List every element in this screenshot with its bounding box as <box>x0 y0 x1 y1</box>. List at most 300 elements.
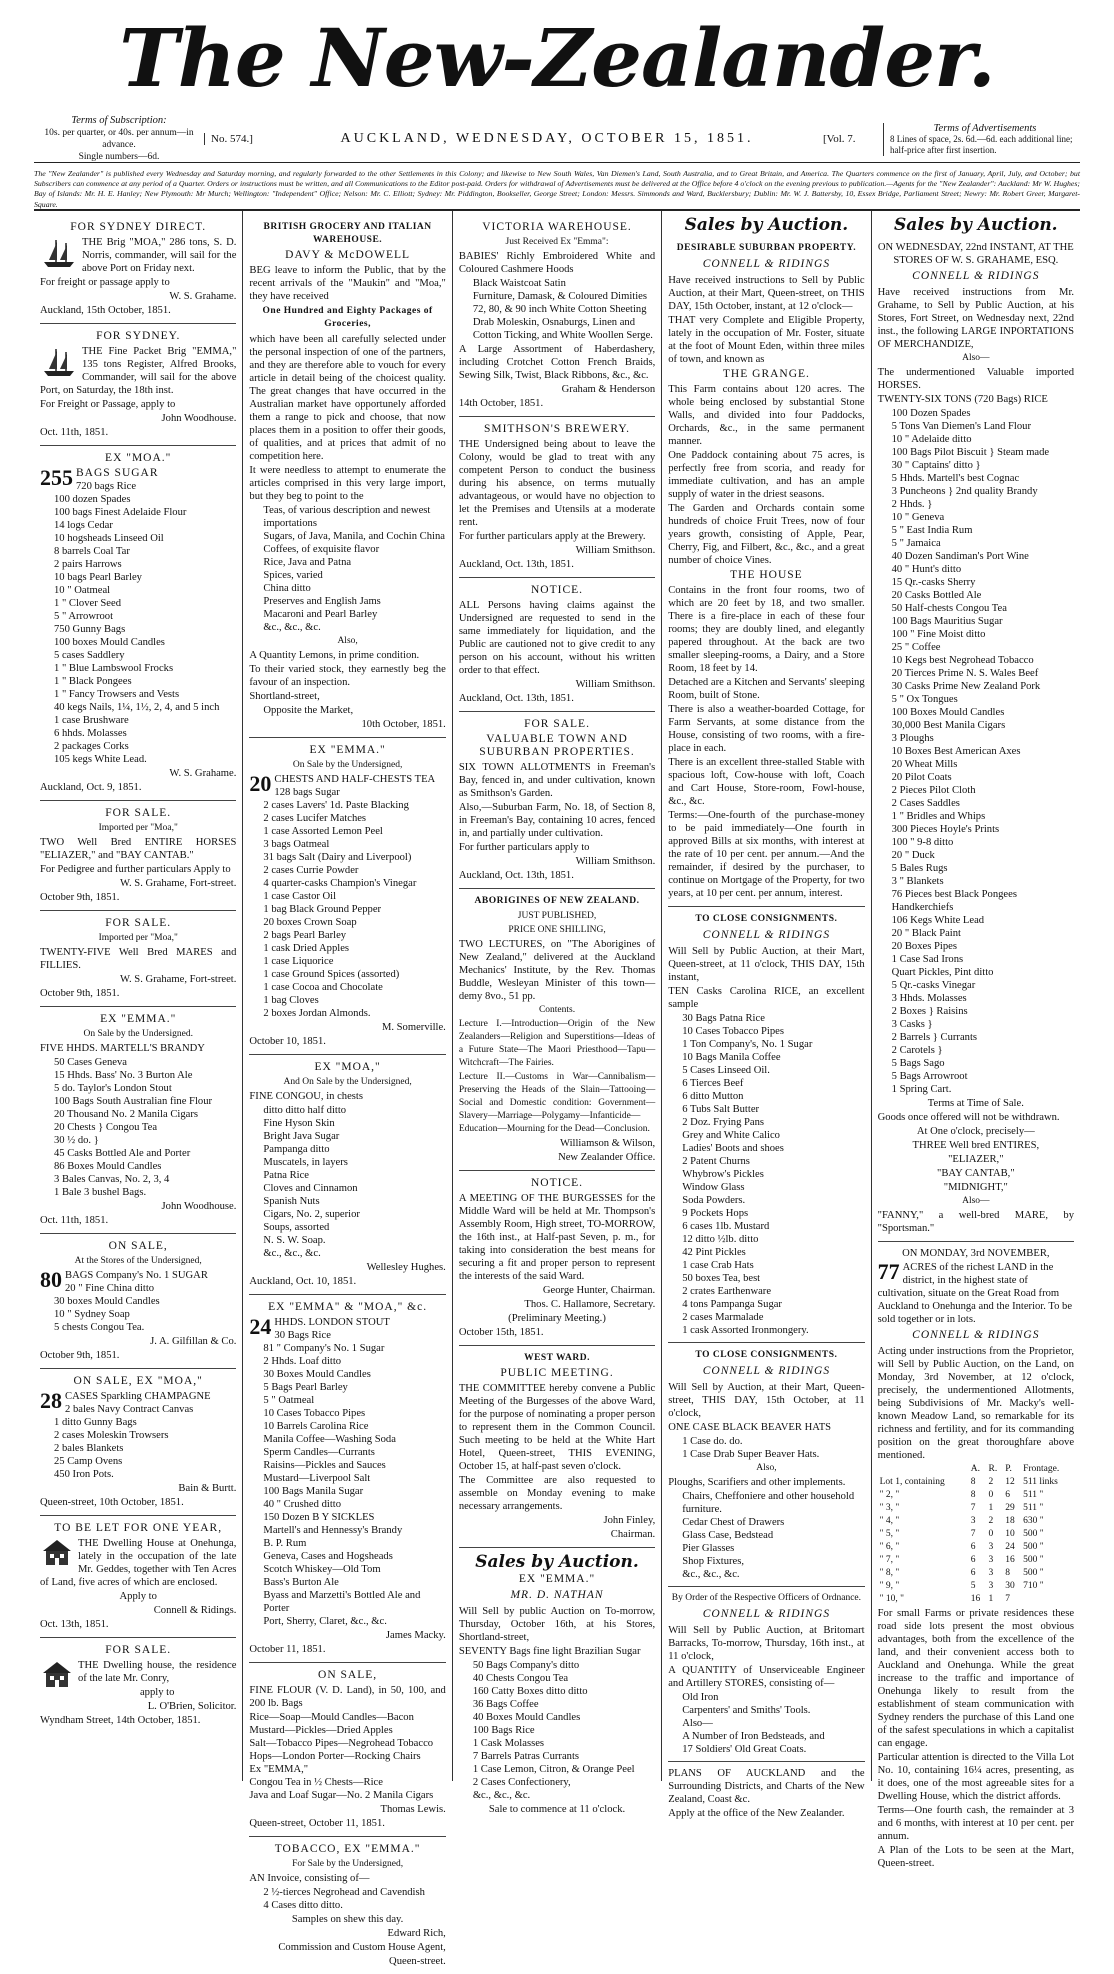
ad-terms: Terms at Time of Sale. <box>927 1098 1024 1109</box>
ad-big-number: 255 <box>40 465 73 490</box>
ad-notice-burgesses <box>459 1171 655 1346</box>
ad-body: CASES Sparkling CHAMPAGNE <box>65 1391 211 1402</box>
ad-signature: Bain & Burtt. <box>178 1483 237 1494</box>
ad-sub: Imported per "Moa," <box>98 933 178 943</box>
house-icon <box>40 1537 74 1567</box>
list-item: Also— <box>682 1718 713 1729</box>
list-item: 100 Bags Mauritius Sugar <box>891 616 1003 627</box>
list-item: 5 " Arrowroot <box>54 611 114 622</box>
ad-line: Sale to commence at 11 o'clock. <box>488 1804 626 1815</box>
ad-ex-emma <box>40 1007 236 1234</box>
list-item: 20 Thousand No. 2 Manila Cigars <box>54 1109 198 1120</box>
ad-line: For further particulars apply at the Brewery. <box>458 531 646 542</box>
list-item: 10 " Adelaide ditto <box>891 434 972 445</box>
item-list <box>249 1104 445 1260</box>
table-cell: 500 " <box>1023 1542 1044 1552</box>
table-cell <box>1021 1593 1074 1606</box>
ad-lecture: Lecture II.—Customs in War—Cannibalism—Preserving the Heads of the Slain—Tattooing—Social and Domestic condition: Government—Slavery—Marriage—Polygamy—Infanticide—Education—Mourning for the Dead—Conclusion. <box>458 1072 656 1134</box>
table-cell: Lot 1, containing <box>879 1477 945 1487</box>
table-cell: " 6, " <box>879 1542 900 1552</box>
columns <box>34 211 1080 1967</box>
list-item: 12 ditto ½lb. ditto <box>682 1234 759 1245</box>
ad-date: October 9th, 1851. <box>40 1350 120 1361</box>
ad-signature: William Smithson. <box>575 856 656 867</box>
ad-body4: A Quantity Lemons, in prime condition. <box>249 650 420 661</box>
ad-ordnance <box>668 1587 864 1762</box>
volume-number: [Vol. 7. <box>823 133 856 145</box>
ad-body2: SEVENTY Bags fine light Brazilian Sugar <box>458 1646 641 1657</box>
ad-signature: Commission and Custom House Agent, <box>278 1942 446 1953</box>
list-item: 6 Tierces Beef <box>682 1078 744 1089</box>
table-cell: " 4, " <box>879 1516 900 1526</box>
ad-sub: PRICE ONE SHILLING, <box>508 925 606 935</box>
ad-also: Also, <box>756 1463 777 1473</box>
ad-firm: CONNELL & RIDINGS <box>912 270 1040 282</box>
subscription-terms <box>34 115 204 163</box>
table-cell: " 7, " <box>879 1555 900 1565</box>
list-item: 750 Gunny Bags <box>54 624 126 635</box>
table-row <box>878 1528 1074 1541</box>
ad-to-let <box>40 1516 236 1638</box>
table-cell: 511 " <box>1023 1503 1044 1513</box>
list-item: 20 Wheat Mills <box>891 759 958 770</box>
ad-signature: George Hunter, Chairman. <box>542 1285 656 1296</box>
table-cell: 16 <box>970 1594 981 1604</box>
advertisement-terms-line1: 8 Lines of space, 2s. 6d.—6d. each additional line; <box>890 133 1073 144</box>
list-item: Scotch Whiskey—Old Tom <box>263 1564 381 1575</box>
ad-body: ACRES of the richest LAND in the district, in the highest state of cultivation, situate on the Great Road from Auckland to Onehunga and the Interior. To be sold together or in lots. <box>877 1262 1073 1325</box>
list-item: 4 Cases ditto ditto. <box>263 1900 343 1911</box>
ad-firm: CONNELL & RIDINGS <box>702 1608 831 1620</box>
list-item: Manila Coffee—Washing Soda <box>263 1434 396 1445</box>
column-3 <box>453 211 662 1815</box>
ad-close-consignments-1 <box>668 907 864 1343</box>
advertisement-terms-line2: half-price after first insertion. <box>890 144 997 155</box>
ad-body2: Also,—Suburban Farm, No. 18, of Section 8, in Freeman's Bay, containing 10 acres, fenced in, and partially under cultivation. <box>458 802 656 839</box>
list-item: 106 Kegs White Lead <box>891 915 985 926</box>
ad-body6: Contains in the front four rooms, two of which are 20 feet by 18, and two smaller. There is a fire-place in each of these four rooms; they are doubly lined, and elegantly papered throughout. At the back are two smaller sleeping-rooms, a Dairy, and a Store Room, 18 feet by 14. <box>668 585 865 674</box>
list-item: 40 kegs Nails, 1¼, 1½, 2, 4, and 5 inch <box>54 702 220 713</box>
list-item: 6 ditto Mutton <box>682 1091 744 1102</box>
list-item: 1 bag Black Ground Pepper <box>263 904 382 915</box>
table-cell: 0 <box>988 1490 994 1500</box>
list-item: 2 boxes Jordan Almonds. <box>263 1008 371 1019</box>
list-item: 50 Cases Geneva <box>54 1057 127 1068</box>
list-item: Coffees, of exquisite flavor <box>263 544 380 555</box>
table-cell: 2 <box>988 1516 994 1526</box>
ad-body2: which have been all carefully selected under the personal inspection of one of the partners, and they are therefore able to vouch for every article in detail being of the choicest quality. The great changes that have occurred in the Australian market have opportunely afforded them a range to pick and choose, that now places them in a position to offer their goods, of qualities, and at prices that admit of no competition here. <box>249 334 446 462</box>
list-item: Java and Loaf Sugar—No. 2 Manila Cigars <box>249 1790 434 1801</box>
list-item: Sugars, of Java, Manila, and Cochin China <box>263 531 445 542</box>
ad-line: Apply to <box>119 1591 157 1602</box>
list-item: 6 Tubs Salt Butter <box>682 1104 760 1115</box>
ad-body: BEG leave to inform the Public, that by the recent arrivals of the "Maukin" and "Moa," they have received <box>249 265 446 302</box>
ad-body2: A Large Assortment of Haberdashery, including Crotchet Cotton French Braids, Sewing Silk, Twist, Black Ribbons, &c., &c. <box>458 344 656 381</box>
list-item: 1 " Black Pongees <box>54 676 132 687</box>
horse-name: "ELIAZER," <box>948 1154 1004 1165</box>
list-item: Pier Glasses <box>682 1543 735 1554</box>
list-item: 40 Dozen Sandiman's Port Wine <box>891 551 1029 562</box>
ad-body: CHESTS AND HALF-CHESTS TEA <box>274 774 436 785</box>
list-item: Rice—Soap—Mould Candles—Bacon <box>249 1712 414 1723</box>
list-item: 5 Cases Linseed Oil. <box>682 1065 770 1076</box>
list-item: Furniture, Damask, & Coloured Dimities <box>472 291 647 302</box>
ad-body: TWO Well Bred ENTIRE HORSES "ELIAZER," and "BAY CANTAB." <box>40 837 237 861</box>
ad-sub: And On Sale by the Undersigned, <box>283 1077 412 1087</box>
ad-title: FOR SALE. <box>524 718 590 730</box>
list-item: Patna Rice <box>263 1170 310 1181</box>
ad-lecture: Lecture I.—Introduction—Origin of the New Zealanders—Religion and Superstitions—Ideas of a Future State—The Maori Priesthood—Tapu—Witchcraft—The Fairies. <box>458 1019 656 1068</box>
lots-col-header: P. <box>1005 1464 1012 1474</box>
list-item: 1 case Brushware <box>54 715 129 726</box>
list-item: 30 Casks Prime New Zealand Pork <box>891 681 1041 692</box>
ad-signature: J. A. Gilfillan & Co. <box>150 1336 237 1347</box>
list-item: 72, 80, & 90 inch White Cotton Sheeting <box>472 304 647 315</box>
table-cell: 500 " <box>1023 1568 1044 1578</box>
lots-col-header: A. <box>970 1464 981 1474</box>
ad-body8: There is also a weather-boarded Cottage, for Farm Servants, at some distance from the House, consisting of two rooms, with a fire-place in each. <box>668 704 865 754</box>
list-item: Congou Tea in ½ Chests—Rice <box>249 1777 383 1788</box>
list-item: 15 Qr.-casks Sherry <box>891 577 976 588</box>
list-item: 86 Boxes Mould Candles <box>54 1161 162 1172</box>
ad-sub: Just Received Ex "Emma": <box>505 237 609 247</box>
ad-line: At One o'clock, precisely— <box>916 1126 1035 1137</box>
ad-ex-moa <box>40 446 236 801</box>
list-item: 1 cask Dried Apples <box>263 943 350 954</box>
list-item: 4 quarter-casks Champion's Vinegar <box>263 878 417 889</box>
list-item: 20 boxes Crown Soap <box>263 917 357 928</box>
ad-title: VICTORIA WAREHOUSE. <box>482 221 632 233</box>
list-item: 1 case Crab Hats <box>682 1260 754 1271</box>
table-cell: 1 <box>988 1594 994 1604</box>
ship-icon <box>40 236 78 270</box>
list-item: 20 " Fine China ditto <box>65 1283 155 1294</box>
list-item: 3 Hhds. Molasses <box>891 993 967 1004</box>
ad-body3: For small Farms or private residences these road side lots present the most obvious advantages, both from the excellence of the land, and their convenient access both to Auckland and Onehunga. While the great increase to the traffic and importance of Onehunga likely to result from the establishment of steam communication with Sydney renders the purchase of this Land one of the safest speculations in which a capitalist can engage. <box>877 1608 1075 1749</box>
list-item: 100 Bags South Australian fine Flour <box>54 1096 213 1107</box>
ad-body: THE Undersigned being about to leave the Colony, would be glad to treat with any competent Person to conduct the business during his absence, on terms mutually advantageous, or would have no objection to let the Premises and Utensils at a moderate rent. <box>458 439 656 528</box>
list-item: 2 Hhds. Loaf ditto <box>263 1356 342 1367</box>
list-item: B. P. Rum <box>263 1538 307 1549</box>
table-cell: 30 <box>1005 1581 1015 1591</box>
list-item: Rice, Java and Patna <box>263 557 352 568</box>
ad-body: Will Sell by Public Auction, at their Mart, Queen-street, at 11 o'clock, THIS DAY, 15th instant, <box>668 946 865 983</box>
list-item: Soda Powders. <box>682 1195 746 1206</box>
list-item: 10 Bags Manila Coffee <box>682 1052 781 1063</box>
item-list <box>249 1329 445 1628</box>
ad-london-stout <box>249 1295 445 1663</box>
table-cell: " 2, " <box>879 1490 900 1500</box>
list-item: 3 " Blankets <box>891 876 944 887</box>
ad-body: THE Dwelling house, the residence of the late Mr. Conry, <box>78 1660 237 1684</box>
list-item: 5 " Oatmeal <box>263 1395 315 1406</box>
table-cell: " 9, " <box>879 1581 900 1591</box>
list-item: 100 dozen Spades <box>54 494 131 505</box>
ad-plans <box>668 1762 864 1826</box>
list-item: 10 bags Pearl Barley <box>54 572 142 583</box>
lots-col-header: R. <box>988 1464 998 1474</box>
list-item: 4 tons Pampanga Sugar <box>682 1299 782 1310</box>
horse-name: "MIDNIGHT," <box>943 1182 1008 1193</box>
list-item: 7 Barrels Patras Currants <box>472 1751 580 1762</box>
ad-signature: William Smithson. <box>575 545 656 556</box>
table-cell: 8 <box>1005 1568 1011 1578</box>
ad-line: "FANNY," a well-bred MARE, by "Sportsman." <box>877 1210 1075 1234</box>
list-item: 2 cases Moleskin Trowsers <box>54 1430 169 1441</box>
subscription-terms-line1: 10s. per quarter, or 40s. per annum—in advance. <box>44 128 194 150</box>
list-item: 100 Bags Rice <box>472 1725 535 1736</box>
list-item: 100 Dozen Spades <box>891 408 971 419</box>
list-item: N. S. W. Soap. <box>263 1235 326 1246</box>
ad-body2: Acting under instructions from the Proprietor, will Sell by Public Auction, on the Land, on Monday, 3rd November, at 12 o'clock, precisely, the undermentioned Allotments, being Subdivisions of Mr. Macky's well-known Meadow Land, so remarkable for its richness and fertility, and for its commanding position on the great thoroughfare above mentioned. <box>877 1346 1075 1461</box>
item-list <box>668 1012 864 1337</box>
ad-title: ON SALE, <box>318 1669 378 1681</box>
ad-title: DESIRABLE SUBURBAN PROPERTY. <box>676 243 857 253</box>
ad-body2: ONE CASE BLACK BEAVER HATS <box>668 1422 832 1433</box>
item-list <box>40 1403 236 1481</box>
ad-signature: Queen-street. <box>389 1956 446 1967</box>
ad-for-sydney <box>40 324 236 446</box>
lots-table-header <box>878 1463 1074 1476</box>
ad-sub: At the Stores of the Undersigned, <box>74 1256 202 1266</box>
list-item: 100 " Fine Moist ditto <box>891 629 986 640</box>
section-title: Sales by Auction. <box>475 1552 639 1572</box>
ad-title: ABORIGINES OF NEW ZEALAND. <box>474 896 640 906</box>
ad-town-properties <box>459 712 655 889</box>
list-item: 5 " Ox Tongues <box>891 694 958 705</box>
list-item: 5 " East India Rum <box>891 525 973 536</box>
ad-title: EX "EMMA." <box>309 744 386 756</box>
list-item: 9 Pockets Hops <box>682 1208 749 1219</box>
ad-title: TO CLOSE CONSIGNMENTS. <box>695 1350 838 1360</box>
ad-date: Auckland, Oct. 9, 1851. <box>40 782 142 793</box>
item-list <box>668 1490 864 1581</box>
table-cell: 3 <box>970 1516 976 1526</box>
ad-body9: There is an excellent three-stalled Stable with spacious loft, Cow-house with loft, Coach and Cart House, Store-room, Fowl-house, &c., &c. <box>668 757 865 807</box>
ad-address: Shortland-street, <box>249 691 320 702</box>
lots-col-header <box>878 1463 969 1476</box>
list-item: 20 Boxes Pipes <box>891 941 957 952</box>
list-item: Raisins—Pickles and Sauces <box>263 1460 386 1471</box>
list-item: 30 Bags Patna Rice <box>682 1013 765 1024</box>
ad-firm: CONNELL & RIDINGS <box>702 929 831 941</box>
list-item: 30 Boxes Mould Candles <box>263 1369 371 1380</box>
ad-signature: W. S. Grahame. <box>169 768 237 779</box>
list-item: 40 Boxes Mould Candles <box>472 1712 581 1723</box>
list-item: 15 Hhds. Bass' No. 3 Burton Ale <box>54 1070 193 1081</box>
list-item: 5 chests Congou Tea. <box>54 1322 145 1333</box>
list-item: Hops—London Porter—Rocking Chairs <box>249 1751 421 1762</box>
table-row <box>878 1580 1074 1593</box>
table-cell: 16 <box>1005 1555 1015 1565</box>
list-item: 100 Boxes Mould Candles <box>891 707 1005 718</box>
list-item: Mustard—Liverpool Salt <box>263 1473 371 1484</box>
ad-body: THE Dwelling House at Onehunga, lately in the occupation of the late Mr. Geddes, together with Ten Acres of Land, five acres of which are enclosed. <box>40 1538 237 1588</box>
ad-on-sale-sugar <box>40 1234 236 1369</box>
ad-firm: MR. D. NATHAN <box>510 1589 604 1601</box>
ad-terms: Terms:—One-fourth of the purchase-money to be paid immediately—One fourth in approved Bills at six months, with interest at the rate of 10 per cent. per annum.—And the remainder, if desired by the purchaser, to continue on Mortgage of the Property, for two years, at 10 per cent. per annum, interest. <box>668 810 865 899</box>
list-item: 2 cases Lucifer Matches <box>263 813 367 824</box>
ad-signature: John Finley, <box>603 1515 656 1526</box>
ad-body3: TWENTY-SIX TONS (720 Bags) RICE <box>877 394 1048 405</box>
list-item: 1 Ton Company's, No. 1 Sugar <box>682 1039 813 1050</box>
ad-body7: Detached are a Kitchen and Servants' sleeping Room, built of Stone. <box>668 677 865 701</box>
list-item: 40 Chests Congou Tea <box>472 1673 569 1684</box>
list-item: Martell's and Hennessy's Brandy <box>263 1525 403 1536</box>
ad-date: 14th October, 1851. <box>458 398 544 409</box>
list-item: 105 kegs White Lead. <box>54 754 147 765</box>
ad-signature: James Macky. <box>385 1630 446 1641</box>
list-item: 2 cases Marmalade <box>682 1312 764 1323</box>
column-4 <box>662 211 871 1819</box>
list-item: 150 Dozen B Y SICKLES <box>263 1512 375 1523</box>
item-list <box>249 786 445 1020</box>
ad-body: FINE FLOUR (V. D. Land), in 50, 100, and 200 lb. Bags <box>249 1685 446 1709</box>
list-item: Grey and White Calico <box>682 1130 780 1141</box>
list-item: 81 " Company's No. 1 Sugar <box>263 1343 385 1354</box>
list-item: Macaroni and Pearl Barley <box>263 609 378 620</box>
list-item: 100 " 9-8 ditto <box>891 837 954 848</box>
advertisement-terms <box>883 123 1080 156</box>
ad-sydney-direct <box>40 215 236 324</box>
ad-address: Opposite the Market, <box>263 705 354 716</box>
ad-body3: Ploughs, Scarifiers and other implements. <box>668 1477 846 1488</box>
list-item: 20 Casks Bottled Ale <box>891 590 982 601</box>
list-item: 2 Boxes } Raisins <box>891 1006 968 1017</box>
ad-ex-moa-congou <box>249 1055 445 1295</box>
ad-head: THE HOUSE <box>730 569 803 581</box>
table-cell: 8 <box>970 1490 976 1500</box>
list-item: Glass Case, Bedstead <box>682 1530 774 1541</box>
table-cell: 7 <box>970 1503 976 1513</box>
ad-body: THE Fine Packet Brig "EMMA," 135 tons Register, Alfred Brooks, Commander, will sail for the above Port, on Saturday, the 18th inst. <box>40 346 237 396</box>
ship-icon <box>40 345 78 379</box>
place-date: AUCKLAND, WEDNESDAY, OCTOBER 15, 1851. <box>340 131 754 146</box>
ad-date: October 11, 1851. <box>249 1644 326 1655</box>
list-item: Shop Fixtures, <box>682 1556 745 1567</box>
list-item: Window Glass <box>682 1182 745 1193</box>
ad-champagne <box>40 1369 236 1516</box>
ad-date: 10th October, 1851. <box>361 719 446 730</box>
list-item: Soups, assorted <box>263 1222 330 1233</box>
ad-body: ALL Persons having claims against the Undersigned are requested to send in the same immediately for liquidation, and the Public are cautioned not to give credit to any person on his account, without his written order to that effect. <box>458 600 656 676</box>
list-item: 720 bags Rice <box>76 481 137 492</box>
list-item: Spices, varied <box>263 570 323 581</box>
list-item: 1 case Castor Oil <box>263 891 337 902</box>
ad-fine-flour <box>249 1663 445 1837</box>
table-cell: 10 <box>1005 1529 1015 1539</box>
list-item: 1 " Clover Seed <box>54 598 121 609</box>
ad-signature: John Woodhouse. <box>161 1201 237 1212</box>
list-item: 2 crates Earthenware <box>682 1286 772 1297</box>
ad-date: October 15th, 1851. <box>458 1327 544 1338</box>
list-item: Chairs, Cheffoniere and other household furniture. <box>682 1491 855 1515</box>
list-item: China ditto <box>263 583 311 594</box>
list-item: Teas, of various description and newest importations <box>263 505 431 529</box>
list-item: 40 " Hunt's ditto <box>891 564 962 575</box>
ad-victoria-warehouse <box>459 215 655 417</box>
section-title: Sales by Auction. <box>894 215 1058 235</box>
list-item: 10 Cases Tobacco Pipes <box>682 1026 784 1037</box>
ad-signature: (Preliminary Meeting.) <box>508 1313 606 1324</box>
list-item: 1 Case Drab Super Beaver Hats. <box>682 1449 820 1460</box>
table-cell: " 10, " <box>879 1594 905 1604</box>
list-item: 8 barrels Coal Tar <box>54 546 130 557</box>
list-item: 128 bags Sugar <box>274 787 340 798</box>
item-list <box>249 504 445 634</box>
ad-signature: M. Somerville. <box>381 1022 446 1033</box>
list-item: 1 ditto Gunny Bags <box>54 1417 137 1428</box>
ad-ex-emma-tea <box>249 738 445 1055</box>
ad-head: PUBLIC MEETING. <box>500 1367 614 1379</box>
ad-title: TO BE LET FOR ONE YEAR, <box>54 1522 223 1534</box>
list-item: 160 Catty Boxes ditto ditto <box>472 1686 588 1697</box>
list-item: 5 Tons Van Diemen's Land Flour <box>891 421 1031 432</box>
list-item: 1 Bale 3 bushel Bags. <box>54 1187 147 1198</box>
ad-date: Auckland, 15th October, 1851. <box>40 305 171 316</box>
list-item: 20 Tierces Prime N. S. Wales Beef <box>891 668 1039 679</box>
ad-title: FOR SALE. <box>105 917 172 929</box>
list-item: Quart Pickles, Pint ditto <box>891 967 994 978</box>
list-item: 1 " Fancy Trowsers and Vests <box>54 689 180 700</box>
list-item: 42 Pint Pickles <box>682 1247 746 1258</box>
publisher-notice: The "New Zealander" is published every Wednesday and Saturday morning, and regularly forwarded to the other Settlements in this Colony; and likewise to New South Wales, Van Diemen's Land, South Australia, and to Great Britain, and America. The Quarters commence on the first of January, April, July, and October; but Subscribers can commence at any period of a Quarter. Orders or instructions must be written, and all Communications to the Editor post-paid. Orders for withdrawal of Advertisements must be delivered at the Office before 4 o'clock on the evening previous to publication.—Agents for the "New Zealander": Auckland: Mr W. Hughes; Bay of Islands: Mr. H. E. Hanley; New Plymouth: Mr Murch; Wellington: "Independent" Office; Nelson: Mr. C. Elliott; Sydney: Mr. Piddington, Bookseller, George Street; London: Messrs. Simmonds and Ward, Bucklersbury; Dublin: Mr. W. J. Battersby, 10, Essex Bridge, Parliament Street; Newry: Mr. Robert Greer, Margaret-Square. <box>34 163 1080 211</box>
list-item: 1 cask Assorted Ironmongery. <box>682 1325 809 1336</box>
item-list <box>878 407 1074 1096</box>
table-cell: 6 <box>1005 1490 1011 1500</box>
list-item: 10 Barrels Carolina Rice <box>263 1421 369 1432</box>
ad-aborigines-lectures <box>459 889 655 1171</box>
list-item: 1 " Blue Lambswool Frocks <box>54 663 174 674</box>
list-item: A Number of Iron Bedsteads, and <box>682 1731 825 1742</box>
ad-sub: For Sale by the Undersigned, <box>292 1859 404 1869</box>
ad-body: BAGS Company's No. 1 SUGAR <box>65 1270 208 1281</box>
list-item: Cigars, No. 2, superior <box>263 1209 360 1220</box>
list-item: Pampanga ditto <box>263 1144 330 1155</box>
table-cell: 1 <box>988 1503 994 1513</box>
list-item: 100 boxes Mould Candles <box>54 637 165 648</box>
list-item: 10 Kegs best Negrohead Tobacco <box>891 655 1034 666</box>
list-item: Mustard—Pickles—Dried Apples <box>249 1725 393 1736</box>
table-cell: 500 " <box>1023 1529 1044 1539</box>
ad-date: Auckland, Oct. 13th, 1851. <box>458 693 574 704</box>
ad-head: BAGS SUGAR <box>76 467 159 479</box>
ad-head: ON WEDNESDAY, 22nd INSTANT, AT THE STORES OF W. S. GRAHAME, ESQ. <box>877 242 1074 266</box>
table-cell: 710 " <box>1023 1581 1044 1591</box>
list-item: 25 " Coffee <box>891 642 941 653</box>
ad-signature: New Zealander Office. <box>558 1152 656 1163</box>
ad-body2: THAT very Complete and Eligible Property, lately in the occupation of Mr. Foster, situate at the foot of Mount Eden, within three miles of town, and known as <box>668 315 865 365</box>
list-item: 1 case Ground Spices (assorted) <box>263 969 400 980</box>
ad-auction-nathan <box>459 1548 655 1822</box>
item-list <box>459 1659 655 1802</box>
list-item: 76 Pieces best Black Pongees Handkerchiefs <box>891 889 1017 913</box>
list-item: 1 case Cocoa and Chocolate <box>263 982 383 993</box>
list-item: 2 bales Blankets <box>54 1443 124 1454</box>
list-item: 5 Qr.-casks Vinegar <box>891 980 976 991</box>
list-item: 31 bags Salt (Dairy and Liverpool) <box>263 852 412 863</box>
ad-body: FIVE HHDS. MARTELL'S BRANDY <box>40 1043 205 1054</box>
list-item: 5 Bags Pearl Barley <box>263 1382 348 1393</box>
ad-body: THE Brig "MOA," 286 tons, S. D. Norris, commander, will sail for the above Port on Friday next. <box>82 237 237 274</box>
ad-also: Also, <box>337 636 358 646</box>
list-item: &c., &c., &c. <box>472 1790 531 1801</box>
ad-head: ON MONDAY, 3rd NOVEMBER, <box>902 1248 1050 1259</box>
ad-firm: CONNELL & RIDINGS <box>702 1365 831 1377</box>
list-item: 5 cases Saddlery <box>54 650 125 661</box>
ad-sub: JUST PUBLISHED, <box>517 911 597 921</box>
list-item: 10 " Geneva <box>891 512 945 523</box>
